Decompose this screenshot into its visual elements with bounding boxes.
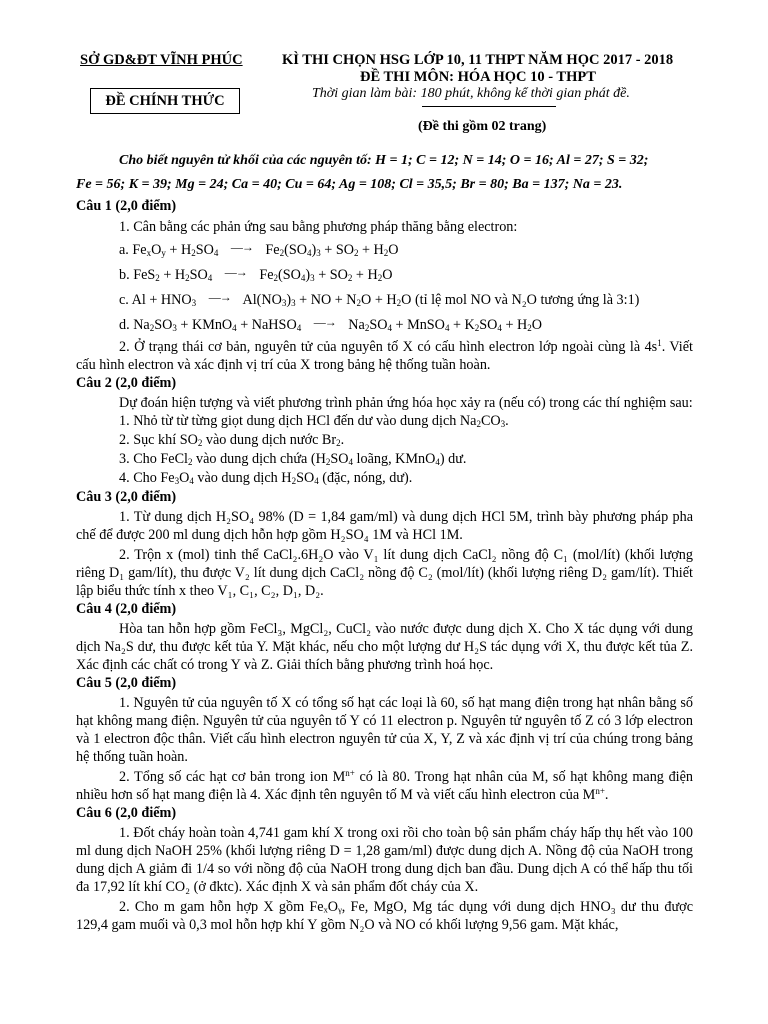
equation-a: a. $Fe_xO_y + H_2SO_4$ —→ $Fe_2(SO_4)_3 + SO_2 + H_2O$ xyxy=(119,238,693,263)
exam-title: KÌ THI CHỌN HSG LỚP 10, 11 THPT NĂM HỌC 2017 - 2018 xyxy=(282,52,674,68)
header-rule xyxy=(422,106,556,107)
reaction-arrow-icon: —→ xyxy=(224,265,247,279)
equation-d: d. $Na_2SO_3$ + KMnO$_4$ + NaHSO$_4$ —→ $Na_2SO_4$ + MnSO$_4$ + $K_2SO_4 + H_2O$ xyxy=(119,313,693,338)
question-5-part-2: 2. Tổng số các hạt cơ bản trong ion $M^{n+}$ có là 80. Trong hạt nhân của M, số hạt không mang điện nhiều hơn số hạt mang điện là 4. Xác định tên nguyên tố M và viết cấu hình electron của $M^{n+}$. xyxy=(76,768,693,803)
reaction-arrow-icon: —→ xyxy=(313,315,336,329)
question-6-title: Câu 6 (2,0 điểm) xyxy=(76,805,177,821)
question-4-title: Câu 4 (2,0 điểm) xyxy=(76,601,177,617)
equation-c: c. $Al + HNO_3$ —→ $Al(NO_3)_3$ + NO + $N_2O + H_2O$ (tỉ lệ mol NO và N₂O tương ứng là 3:1) xyxy=(119,288,693,313)
question-5-title: Câu 5 (2,0 điểm) xyxy=(76,675,177,691)
question-3-part-1: 1. Từ dung dịch H₂SO₄ 98% (D = 1,84 gam/ml) và dung dịch HCl 5M, trình bày phương pháp pha chế để được 200 ml dung dịch hỗn hợp gồm H₂SO₄ 1M và HCl 1M. xyxy=(76,509,693,543)
question-2-item-1: 1. Nhỏ từ từ từng giọt dung dịch HCl đến dư vào dung dịch $Na_2CO_3$. xyxy=(119,413,509,429)
question-1-title: Câu 1 (2,0 điểm) xyxy=(76,198,177,214)
atomic-mass-line-1: Cho biết nguyên tử khối của các nguyên tố: H = 1; C = 12; N = 14; O = 16; Al = 27; S = 32; xyxy=(119,153,649,168)
question-6-part-1: 1. Đốt cháy hoàn toàn 4,741 gam khí X trong oxi rồi cho toàn bộ sản phẩm cháy hấp thụ hết vào 100 ml dung dịch NaOH 25% (khối lượng riêng D = 1,28 gam/ml) được dung dịch A. Nồng độ của NaOH trong dung dịch A giảm đi 1/4 so với nồng độ của NaOH trong dung dịch ban đầu. Dung dịch A có thể hấp thu tối đa 17,92 lít khí CO₂ (ở đktc). Xác định X và sản phẩm đốt cháy của X. xyxy=(76,825,693,895)
question-1-part-2: 2. Ở trạng thái cơ bản, nguyên tử của nguyên tố X có cấu hình electron lớp ngoài cùng là $4s^1$. Viết cấu hình electron và xác định vị trí của X trong bảng hệ thống tuần hoàn. xyxy=(76,338,693,373)
question-2-title: Câu 2 (2,0 điểm) xyxy=(76,375,177,391)
reaction-arrow-icon: —→ xyxy=(208,290,231,304)
question-1-intro: 1. Cân bằng các phản ứng sau bằng phương pháp thăng bằng electron: xyxy=(119,219,518,235)
reaction-arrow-icon: —→ xyxy=(230,240,253,254)
exam-body xyxy=(76,197,693,934)
question-6-part-2: 2. Cho m gam hỗn hợp X gồm FeₓOᵧ, Fe, MgO, Mg tác dụng với dung dịch HNO₃ dư thu được 129,4 gam muối và 0,3 mol hỗn hợp khí Y gồm N₂O và NO có khối lượng 9,56 gam. Mặt khác, xyxy=(76,899,693,933)
department-name: SỞ GD&ĐT VĨNH PHÚC xyxy=(80,52,243,68)
exam-time: Thời gian làm bài: 180 phút, không kể thời gian phát đề. xyxy=(312,86,630,101)
exam-subject: ĐỀ THI MÔN: HÓA HỌC 10 - THPT xyxy=(360,69,596,85)
question-2-item-2: 2. Sục khí $SO_2$ vào dung dịch nước $Br_2$. xyxy=(119,432,345,448)
question-2-item-4: 4. Cho $Fe_3O_4$ vào dung dịch $H_2SO_4$ (đặc, nóng, dư). xyxy=(119,470,413,486)
question-3-title: Câu 3 (2,0 điểm) xyxy=(76,489,177,505)
question-4-text: Hòa tan hỗn hợp gồm FeCl₃, MgCl₂, CuCl₂ vào nước được dung dịch X. Cho X tác dụng với dung dịch Na₂S dư, thu được kết tủa Y. Mặt khác, nếu cho một lượng dư H₂S tác dụng với X, thu được kết tủa Z. Xác định các chất có trong Y và Z. Giải thích bằng phương trình hoá học. xyxy=(76,621,693,673)
equation-b: b. $FeS_2 + H_2SO_4$ —→ $Fe_2(SO_4)_3 + SO_2 + H_2O$ xyxy=(119,263,693,288)
question-2-intro: Dự đoán hiện tượng và viết phương trình phản ứng hóa học xảy ra (nếu có) trong các thí nghiệm sau: xyxy=(119,395,693,411)
question-5-part-1: 1. Nguyên tử của nguyên tố X có tổng số hạt các loại là 60, số hạt mang điện trong hạt nhân bằng số hạt không mang điện. Nguyên tử của nguyên tố Y có 11 electron p. Nguyên tử nguyên tố Z có 3 lớp electron và 1 electron độc thân. Viết cấu hình electron nguyên tử của X, Y, Z và xác định vị trí của chúng trong bảng hệ thống tuần hoàn. xyxy=(76,695,693,765)
question-2-item-3: 3. Cho FeCl$_2$ vào dung dịch chứa ($H_2SO_4$ loãng, KMnO$_4$) dư. xyxy=(119,451,467,467)
question-3-part-2: 2. Trộn x (mol) tinh thể CaCl₂.6H₂O vào V₁ lít dung dịch CaCl₂ nồng độ C₁ (mol/lít) (khối lượng riêng D₁ gam/lít), thu được V₂ lít dung dịch CaCl₂ nồng độ C₂ (mol/lít) (khối lượng riêng D₂ gam/lít). Thiết lập biểu thức tính x theo V₁, C₁, C₂, D₁, D₂. xyxy=(76,547,693,599)
official-exam-box: ĐỀ CHÍNH THỨC xyxy=(90,88,240,114)
page-count: (Đề thi gồm 02 trang) xyxy=(418,119,547,134)
atomic-mass-line-2: Fe = 56; K = 39; Mg = 24; Ca = 40; Cu = 64; Ag = 108; Cl = 35,5; Br = 80; Ba = 137; Na = 23. xyxy=(76,177,623,192)
